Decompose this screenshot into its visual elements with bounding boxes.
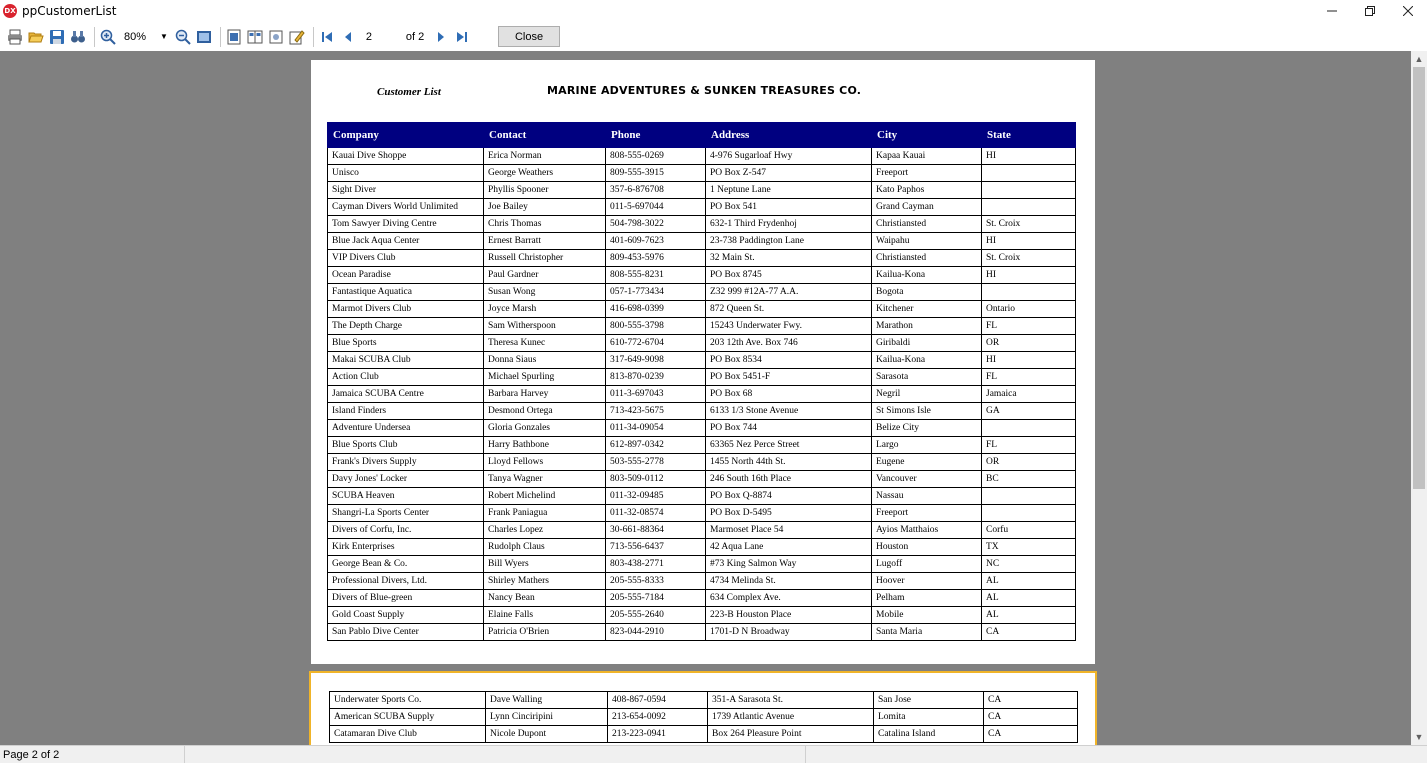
table-cell: Belize City xyxy=(872,420,982,437)
column-header: State xyxy=(982,123,1076,148)
table-cell: Divers of Blue-green xyxy=(328,590,484,607)
table-row xyxy=(328,454,1076,471)
table-cell: Nassau xyxy=(872,488,982,505)
single-page-button[interactable] xyxy=(225,28,243,46)
table-cell: Kirk Enterprises xyxy=(328,539,484,556)
last-page-button[interactable] xyxy=(453,28,471,46)
last-page-icon xyxy=(454,29,470,45)
table-cell: PO Box 744 xyxy=(706,420,872,437)
binoculars-icon xyxy=(70,29,86,45)
report-page xyxy=(311,60,1095,664)
table-cell: 809-453-5976 xyxy=(606,250,706,267)
table-cell: Blue Jack Aqua Center xyxy=(328,233,484,250)
table-cell: Bogota xyxy=(872,284,982,301)
prev-page-button[interactable] xyxy=(339,28,357,46)
restore-button[interactable] xyxy=(1351,0,1389,22)
edit-button[interactable] xyxy=(288,28,306,46)
table-cell: Catamaran Dive Club xyxy=(330,726,486,743)
save-button[interactable] xyxy=(48,28,66,46)
table-cell: St Simons Isle xyxy=(872,403,982,420)
table-row xyxy=(328,590,1076,607)
table-cell: Kauai Dive Shoppe xyxy=(328,148,484,165)
report-title: Customer List xyxy=(377,86,441,98)
company-title: MARINE ADVENTURES & SUNKEN TREASURES CO. xyxy=(547,84,862,97)
zoom-in-button[interactable] xyxy=(99,28,117,46)
table-cell: Ayios Matthaios xyxy=(872,522,982,539)
table-cell: Houston xyxy=(872,539,982,556)
table-cell: Desmond Ortega xyxy=(484,403,606,420)
table-cell: TX xyxy=(982,539,1076,556)
edit-icon xyxy=(289,29,305,45)
table-cell: AL xyxy=(982,573,1076,590)
table-cell: 803-509-0112 xyxy=(606,471,706,488)
scrollbar-thumb[interactable] xyxy=(1413,67,1425,489)
table-cell: Fantastique Aquatica xyxy=(328,284,484,301)
table-row xyxy=(328,233,1076,250)
table-cell: AL xyxy=(982,607,1076,624)
table-cell: Blue Sports Club xyxy=(328,437,484,454)
table-cell: Action Club xyxy=(328,369,484,386)
table-cell xyxy=(982,488,1076,505)
table-cell: Largo xyxy=(872,437,982,454)
outline-icon xyxy=(268,29,284,45)
table-cell: Sight Diver xyxy=(328,182,484,199)
table-cell: 205-555-8333 xyxy=(606,573,706,590)
table-cell: 223-B Houston Place xyxy=(706,607,872,624)
table-cell: 713-556-6437 xyxy=(606,539,706,556)
table-cell: Lynn Cinciripini xyxy=(486,709,608,726)
table-cell: Ernest Barratt xyxy=(484,233,606,250)
table-cell: 357-6-876708 xyxy=(606,182,706,199)
customer-table-continued xyxy=(329,691,1078,743)
table-cell: Theresa Kunec xyxy=(484,335,606,352)
table-cell: FL xyxy=(982,318,1076,335)
table-cell: 872 Queen St. xyxy=(706,301,872,318)
table-cell: CA xyxy=(984,726,1078,743)
table-row xyxy=(328,488,1076,505)
table-body xyxy=(328,148,1076,641)
first-page-icon xyxy=(319,29,335,45)
table-cell: Negril xyxy=(872,386,982,403)
table-cell: 213-223-0941 xyxy=(608,726,708,743)
column-header: Address xyxy=(706,123,872,148)
table-cell: Catalina Island xyxy=(874,726,984,743)
table-cell: Susan Wong xyxy=(484,284,606,301)
table-cell: Adventure Undersea xyxy=(328,420,484,437)
two-page-icon xyxy=(247,29,263,45)
table-row xyxy=(328,607,1076,624)
next-page-button[interactable] xyxy=(432,28,450,46)
table-row xyxy=(328,437,1076,454)
table-cell: Freeport xyxy=(872,165,982,182)
table-cell: Vancouver xyxy=(872,471,982,488)
table-cell xyxy=(982,420,1076,437)
table-cell: AL xyxy=(982,590,1076,607)
table-cell: 823-044-2910 xyxy=(606,624,706,641)
first-page-button[interactable] xyxy=(318,28,336,46)
table-cell: Lugoff xyxy=(872,556,982,573)
table-cell: 4734 Melinda St. xyxy=(706,573,872,590)
table-cell: American SCUBA Supply xyxy=(330,709,486,726)
table-cell: Marmot Divers Club xyxy=(328,301,484,318)
table-cell: Unisco xyxy=(328,165,484,182)
table-cell: Kailua-Kona xyxy=(872,352,982,369)
table-cell: 30-661-88364 xyxy=(606,522,706,539)
table-cell: Joyce Marsh xyxy=(484,301,606,318)
zoom-in-icon xyxy=(100,29,116,45)
table-cell: 205-555-7184 xyxy=(606,590,706,607)
table-cell: 011-5-697044 xyxy=(606,199,706,216)
close-icon xyxy=(1403,6,1413,16)
table-row xyxy=(328,369,1076,386)
table-row xyxy=(330,726,1078,743)
table-cell: 4-976 Sugarloaf Hwy xyxy=(706,148,872,165)
print-button[interactable] xyxy=(6,28,24,46)
table-cell: GA xyxy=(982,403,1076,420)
customer-table xyxy=(327,122,1076,641)
table-cell: Freeport xyxy=(872,505,982,522)
table-cell: Makai SCUBA Club xyxy=(328,352,484,369)
table-row xyxy=(328,420,1076,437)
zoom-out-button[interactable] xyxy=(174,28,192,46)
table-cell: PO Box D-5495 xyxy=(706,505,872,522)
table-cell xyxy=(982,165,1076,182)
zoom-select[interactable] xyxy=(124,31,168,43)
table-cell: 203 12th Ave. Box 746 xyxy=(706,335,872,352)
vertical-scrollbar[interactable] xyxy=(1411,51,1427,745)
table-cell: 1 Neptune Lane xyxy=(706,182,872,199)
table-row xyxy=(328,267,1076,284)
table-cell: PO Box 541 xyxy=(706,199,872,216)
table-cell: Waipahu xyxy=(872,233,982,250)
table-row xyxy=(328,318,1076,335)
table-cell: 612-897-0342 xyxy=(606,437,706,454)
table-row xyxy=(328,624,1076,641)
table-cell: 808-555-0269 xyxy=(606,148,706,165)
page-number-input[interactable] xyxy=(366,28,402,46)
table-cell: Box 264 Pleasure Point xyxy=(708,726,874,743)
table-cell: Kitchener xyxy=(872,301,982,318)
table-row xyxy=(330,692,1078,709)
table-cell: 6133 1/3 Stone Avenue xyxy=(706,403,872,420)
table-cell: St. Croix xyxy=(982,250,1076,267)
table-cell: 800-555-3798 xyxy=(606,318,706,335)
table-row xyxy=(328,522,1076,539)
table-row xyxy=(328,250,1076,267)
report-page-next xyxy=(309,671,1097,745)
table-cell: 1739 Atlantic Avenue xyxy=(708,709,874,726)
table-cell: 809-555-3915 xyxy=(606,165,706,182)
table-cell: Grand Cayman xyxy=(872,199,982,216)
table-row xyxy=(328,573,1076,590)
table-cell: Shirley Mathers xyxy=(484,573,606,590)
table-cell: PO Box 8534 xyxy=(706,352,872,369)
table-cell: Rudolph Claus xyxy=(484,539,606,556)
column-header: City xyxy=(872,123,982,148)
table-cell: Kapaa Kauai xyxy=(872,148,982,165)
table-cell: CA xyxy=(984,692,1078,709)
table-cell: 63365 Nez Perce Street xyxy=(706,437,872,454)
table-cell: Jamaica xyxy=(982,386,1076,403)
table-row xyxy=(328,216,1076,233)
table-cell: PO Box Z-547 xyxy=(706,165,872,182)
table-cell: 351-A Sarasota St. xyxy=(708,692,874,709)
table-cell: 213-654-0092 xyxy=(608,709,708,726)
table-cell: 808-555-8231 xyxy=(606,267,706,284)
toolbar-separator xyxy=(313,27,314,47)
table-row xyxy=(328,284,1076,301)
table-cell: Erica Norman xyxy=(484,148,606,165)
table-cell: SCUBA Heaven xyxy=(328,488,484,505)
chevron-down-icon: ▼ xyxy=(160,32,168,41)
table-row xyxy=(328,539,1076,556)
status-panel xyxy=(185,746,806,763)
table-cell: Tom Sawyer Diving Centre xyxy=(328,216,484,233)
zoom-value: 80% xyxy=(124,30,147,43)
table-cell: NC xyxy=(982,556,1076,573)
window-controls xyxy=(1313,0,1427,22)
table-cell: 42 Aqua Lane xyxy=(706,539,872,556)
table-cell: Professional Divers, Ltd. xyxy=(328,573,484,590)
table-row xyxy=(328,301,1076,318)
table-cell: Robert Michelind xyxy=(484,488,606,505)
table-cell: 32 Main St. xyxy=(706,250,872,267)
table-cell: San Jose xyxy=(874,692,984,709)
table-cell: 416-698-0399 xyxy=(606,301,706,318)
table-body xyxy=(330,692,1078,743)
table-cell: PO Box 68 xyxy=(706,386,872,403)
table-cell: Frank's Divers Supply xyxy=(328,454,484,471)
table-row xyxy=(328,182,1076,199)
table-cell: Blue Sports xyxy=(328,335,484,352)
table-row xyxy=(328,165,1076,182)
minimize-icon xyxy=(1327,6,1337,16)
table-cell: CA xyxy=(984,709,1078,726)
table-cell: Russell Christopher xyxy=(484,250,606,267)
report-header xyxy=(311,84,1095,104)
title-bar xyxy=(0,0,1427,22)
table-cell: VIP Divers Club xyxy=(328,250,484,267)
table-cell: Cayman Divers World Unlimited xyxy=(328,199,484,216)
table-cell: Paul Gardner xyxy=(484,267,606,284)
table-cell: Harry Bathbone xyxy=(484,437,606,454)
table-cell: 057-1-773434 xyxy=(606,284,706,301)
report-viewer[interactable] xyxy=(0,51,1411,745)
toolbar-separator xyxy=(220,27,221,47)
table-cell: 713-423-5675 xyxy=(606,403,706,420)
column-header: Phone xyxy=(606,123,706,148)
table-cell: 610-772-6704 xyxy=(606,335,706,352)
open-button[interactable] xyxy=(27,28,45,46)
table-cell: Eugene xyxy=(872,454,982,471)
table-cell: Marathon xyxy=(872,318,982,335)
table-row xyxy=(330,709,1078,726)
table-row xyxy=(328,403,1076,420)
table-row xyxy=(328,556,1076,573)
table-cell: BC xyxy=(982,471,1076,488)
two-page-button[interactable] xyxy=(246,28,264,46)
table-cell: PO Box 5451-F xyxy=(706,369,872,386)
table-cell: Christiansted xyxy=(872,250,982,267)
table-cell: Michael Spurling xyxy=(484,369,606,386)
table-cell: Frank Paniagua xyxy=(484,505,606,522)
table-cell: Lloyd Fellows xyxy=(484,454,606,471)
table-cell: St. Croix xyxy=(982,216,1076,233)
table-cell: FL xyxy=(982,437,1076,454)
close-window-button[interactable] xyxy=(1389,0,1427,22)
find-button[interactable] xyxy=(69,28,87,46)
table-cell: FL xyxy=(982,369,1076,386)
table-cell: Christiansted xyxy=(872,216,982,233)
table-cell: 1455 North 44th St. xyxy=(706,454,872,471)
table-cell: OR xyxy=(982,335,1076,352)
table-cell: 011-32-09485 xyxy=(606,488,706,505)
table-cell: George Bean & Co. xyxy=(328,556,484,573)
prev-page-icon xyxy=(340,29,356,45)
table-cell: Tanya Wagner xyxy=(484,471,606,488)
table-row xyxy=(328,335,1076,352)
table-cell: Nicole Dupont xyxy=(486,726,608,743)
table-row xyxy=(328,352,1076,369)
table-cell: Z32 999 #12A-77 A.A. xyxy=(706,284,872,301)
table-cell: 23-738 Paddington Lane xyxy=(706,233,872,250)
table-cell: 011-32-08574 xyxy=(606,505,706,522)
table-row xyxy=(328,471,1076,488)
page-width-icon xyxy=(196,29,212,45)
table-cell: Barbara Harvey xyxy=(484,386,606,403)
save-icon xyxy=(49,29,65,45)
table-cell: Charles Lopez xyxy=(484,522,606,539)
table-cell: Marmoset Place 54 xyxy=(706,522,872,539)
table-cell: Corfu xyxy=(982,522,1076,539)
status-page-text: Page 2 of 2 xyxy=(0,746,185,763)
table-cell: Santa Maria xyxy=(872,624,982,641)
table-header-row xyxy=(328,123,1076,148)
table-cell: HI xyxy=(982,148,1076,165)
table-cell: Hoover xyxy=(872,573,982,590)
table-cell: Patricia O'Brien xyxy=(484,624,606,641)
app-logo-icon: DX xyxy=(3,4,17,18)
table-cell xyxy=(982,505,1076,522)
table-cell: HI xyxy=(982,267,1076,284)
table-cell: Gold Coast Supply xyxy=(328,607,484,624)
table-cell: 504-798-3022 xyxy=(606,216,706,233)
table-cell: Donna Siaus xyxy=(484,352,606,369)
table-cell: Divers of Corfu, Inc. xyxy=(328,522,484,539)
table-row xyxy=(328,148,1076,165)
table-cell: San Pablo Dive Center xyxy=(328,624,484,641)
table-cell: Nancy Bean xyxy=(484,590,606,607)
table-cell xyxy=(982,199,1076,216)
table-cell: 246 South 16th Place xyxy=(706,471,872,488)
minimize-button[interactable] xyxy=(1313,0,1351,22)
page-count-label: of 2 xyxy=(405,30,425,43)
table-cell: 011-34-09054 xyxy=(606,420,706,437)
table-cell xyxy=(982,284,1076,301)
table-cell: Gloria Gonzales xyxy=(484,420,606,437)
table-cell: 813-870-0239 xyxy=(606,369,706,386)
table-cell: The Depth Charge xyxy=(328,318,484,335)
table-cell: Bill Wyers xyxy=(484,556,606,573)
toolbar-separator xyxy=(94,27,95,47)
table-cell: 632-1 Third Frydenhoj xyxy=(706,216,872,233)
table-cell: Sam Witherspoon xyxy=(484,318,606,335)
table-cell: Sarasota xyxy=(872,369,982,386)
table-cell: Island Finders xyxy=(328,403,484,420)
scroll-up-icon[interactable]: ▲ xyxy=(1414,54,1424,64)
table-cell: Elaine Falls xyxy=(484,607,606,624)
table-cell: Dave Walling xyxy=(486,692,608,709)
toolbar xyxy=(0,22,1427,51)
table-cell: Joe Bailey xyxy=(484,199,606,216)
table-cell: HI xyxy=(982,233,1076,250)
table-cell xyxy=(982,182,1076,199)
table-cell: 634 Complex Ave. xyxy=(706,590,872,607)
table-cell: Ocean Paradise xyxy=(328,267,484,284)
table-cell: 401-609-7623 xyxy=(606,233,706,250)
table-cell: PO Box Q-8874 xyxy=(706,488,872,505)
table-cell: Ontario xyxy=(982,301,1076,318)
table-cell: HI xyxy=(982,352,1076,369)
table-cell: Chris Thomas xyxy=(484,216,606,233)
table-cell: 15243 Underwater Fwy. xyxy=(706,318,872,335)
restore-icon xyxy=(1365,6,1375,16)
table-cell: Giribaldi xyxy=(872,335,982,352)
scroll-down-icon[interactable]: ▼ xyxy=(1414,732,1424,742)
table-cell: Mobile xyxy=(872,607,982,624)
table-cell: Underwater Sports Co. xyxy=(330,692,486,709)
table-row xyxy=(328,505,1076,522)
table-row xyxy=(328,386,1076,403)
table-cell: Shangri-La Sports Center xyxy=(328,505,484,522)
table-cell: Phyllis Spooner xyxy=(484,182,606,199)
outline-button[interactable] xyxy=(267,28,285,46)
table-cell: 408-867-0594 xyxy=(608,692,708,709)
printer-icon xyxy=(7,29,23,45)
table-cell: #73 King Salmon Way xyxy=(706,556,872,573)
status-bar xyxy=(0,745,1427,763)
table-cell: Lomita xyxy=(874,709,984,726)
table-row xyxy=(328,199,1076,216)
table-cell: 205-555-2640 xyxy=(606,607,706,624)
table-cell: George Weathers xyxy=(484,165,606,182)
table-cell: Jamaica SCUBA Centre xyxy=(328,386,484,403)
column-header: Contact xyxy=(484,123,606,148)
table-cell: OR xyxy=(982,454,1076,471)
table-cell: 317-649-9098 xyxy=(606,352,706,369)
table-cell: 1701-D N Broadway xyxy=(706,624,872,641)
zoom-out-icon xyxy=(175,29,191,45)
table-cell: 011-3-697043 xyxy=(606,386,706,403)
table-cell: Kato Paphos xyxy=(872,182,982,199)
table-cell: CA xyxy=(982,624,1076,641)
page-width-button[interactable] xyxy=(195,28,213,46)
single-page-icon xyxy=(226,29,242,45)
table-cell: Kailua-Kona xyxy=(872,267,982,284)
table-cell: PO Box 8745 xyxy=(706,267,872,284)
window-title: ppCustomerList xyxy=(22,4,117,18)
table-cell: 803-438-2771 xyxy=(606,556,706,573)
close-button[interactable]: Close xyxy=(498,26,560,47)
next-page-icon xyxy=(433,29,449,45)
folder-open-icon xyxy=(28,29,44,45)
table-cell: Davy Jones' Locker xyxy=(328,471,484,488)
table-cell: 503-555-2778 xyxy=(606,454,706,471)
column-header: Company xyxy=(328,123,484,148)
table-cell: Pelham xyxy=(872,590,982,607)
